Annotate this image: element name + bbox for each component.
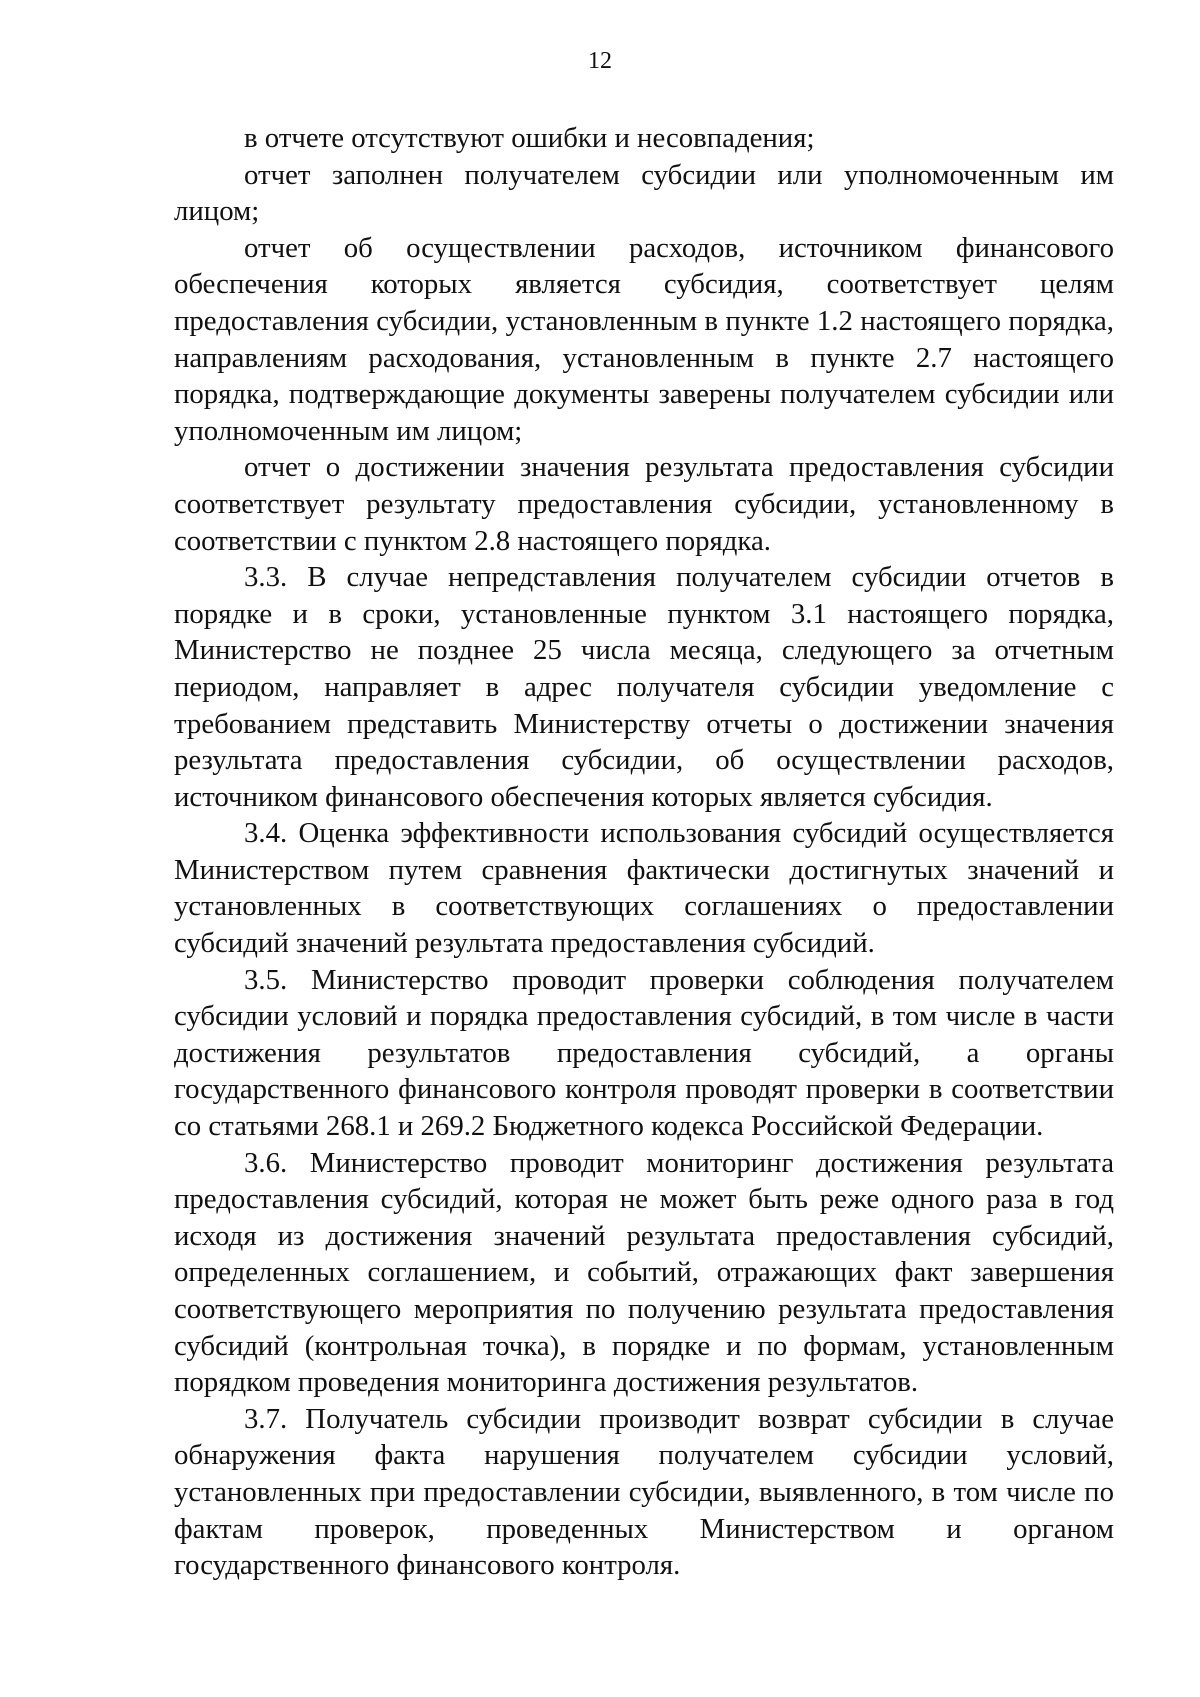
paragraph-clause-3-4: 3.4. Оценка эффективности использования субсидий осуществляется Министерством путем сравнения фактически достигнутых значений и установленных в соответствующих соглашениях о предоставлении субсидий значений результата предоставления субсидий. [174, 817, 1114, 960]
paragraph-clause-3-6: 3.6. Министерство проводит мониторинг достижения результата предоставления субсидий, которая не может быть реже одного раза в год исходя из достижения значений результата предоставления субсидий, определенных соглашением, и событий, отражающих факт завершения соответствующего мероприятия по получению результата предоставления субсидий (контрольная точка), в порядке и по формам, установленным порядком проведения мониторинга достижения результатов. [174, 1146, 1114, 1399]
paragraph-no-errors: в отчете отсутствуют ошибки и несовпадения; [244, 122, 815, 154]
paragraph-expense-report: отчет об осуществлении расходов, источником финансового обеспечения которых является субсидия, соответствует целям предоставления субсидии, установленным в пункте 1.2 настоящего порядка, направлениям расходования, установленным в пункте 2.7 настоящего порядка, подтверждающие документы заверены получателем субсидии или уполномоченным им лицом; [174, 231, 1114, 447]
paragraph-clause-3-7: 3.7. Получатель субсидии производит возврат субсидии в случае обнаружения факта нарушения получателем субсидии условий, установленных при предоставлении субсидии, выявленного, в том числе по фактам проверок, проведенных Министерством и органом государственного финансового контроля. [174, 1402, 1114, 1582]
page-number: 12 [588, 48, 612, 74]
paragraph-result-report: отчет о достижении значения результата предоставления субсидии соответствует результату предоставления субсидии, установленному в соответствии с пунктом 2.8 настоящего порядка. [174, 451, 1114, 557]
paragraph-clause-3-5: 3.5. Министерство проводит проверки соблюдения получателем субсидии условий и порядка предоставления субсидий, в том числе в части достижения результатов предоставления субсидий, а органы государственного финансового контроля проводят проверки в соответствии со статьями 268.1 и 269.2 Бюджетного кодекса Российской Федерации. [174, 963, 1114, 1143]
paragraph-filled-by-recipient: отчет заполнен получателем субсидии или уполномоченным им лицом; [174, 158, 1114, 228]
document-body [174, 120, 1114, 1584]
paragraph-clause-3-3: 3.3. В случае непредставления получателем субсидии отчетов в порядке и в сроки, установленные пунктом 3.1 настоящего порядка, Министерство не позднее 25 числа месяца, следующего за отчетным периодом, направляет в адрес получателя субсидии уведомление с требованием представить Министерству отчеты о достижении значения результата предоставления субсидии, об осуществлении расходов, источником финансового обеспечения которых является субсидия. [174, 561, 1114, 813]
